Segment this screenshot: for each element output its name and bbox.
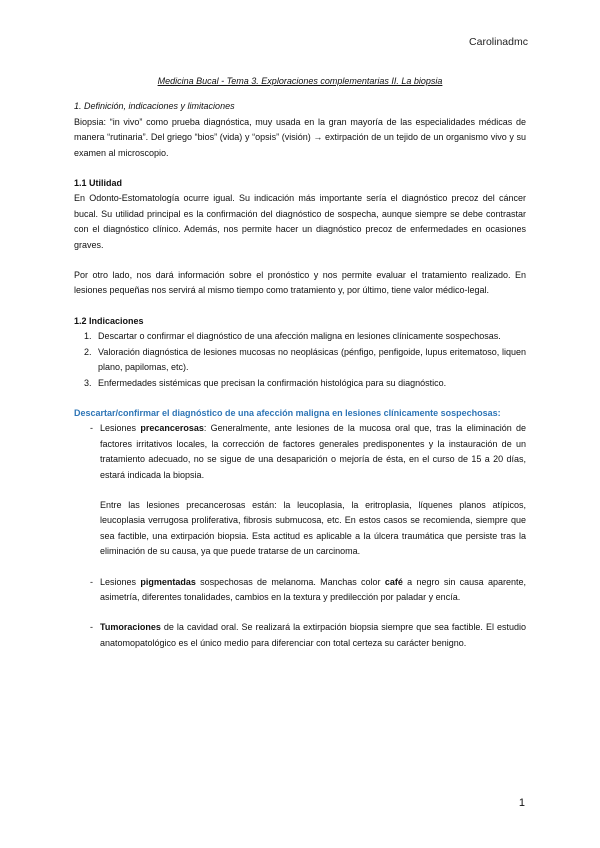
document-body <box>74 74 526 651</box>
term-tumoraciones: Tumoraciones <box>100 622 161 633</box>
paragraph-precancerosas-list: Entre las lesiones precancerosas están: la leucoplasia, la eritroplasia, líquenes planos atípicos, leucoplasia verrugosa proliferativa, fibrosis submucosa, etc. En estos casos se recomienda, siempre que sea factible, una extirpación biopsia. Esta actitud es aplicable a la úlcera traumática que persiste tras la eliminación de su causa, ya que puede tratarse de un carcinoma. <box>100 499 526 557</box>
term-pigmentadas: pigmentadas <box>140 576 196 587</box>
list-item-tumoraciones <box>74 620 526 651</box>
section-heading-utilidad: 1.1 Utilidad <box>74 178 123 189</box>
list-item-number: 2. <box>84 346 92 357</box>
author-name: Carolinadmc <box>469 36 528 48</box>
term-cafe: café <box>384 576 403 587</box>
descartar-list <box>74 421 526 651</box>
dash-bullet: - <box>90 576 93 587</box>
dash-bullet: - <box>90 423 93 434</box>
list-item-precancerosas <box>74 421 526 559</box>
list-item-text: Enfermedades sistémicas que precisan la confirmación histológica para su diagnóstico. <box>98 377 447 388</box>
term-precancerosas: precancerosas <box>140 423 204 434</box>
paragraph-utilidad-1: En Odonto-Estomatología ocurre igual. Su indicación más importante sería el diagnóstico precoz del cáncer bucal. Su utilidad principal es la confirmación del diagnóstico de sospecha, aunque siempre se debe contrastar con el diagnóstico clínico. Además, nos permite hacer un diagnóstico precoz de enfermedades en ocasiones graves. <box>74 193 526 250</box>
text-run: : Generalmente, ante lesiones de la mucosa oral que, tras la eliminación de factores irritativos locales, la corrección de factores generales predisponentes y la instauración de un tratamiento adecuado, no se sigue de una desaparición o mejoría de ésta, en el curso de 15 a 20 días, estará indicada la biopsia. <box>100 423 527 480</box>
document-title: Medicina Bucal - Tema 3. Exploraciones complementarias II. La biopsia <box>157 76 443 86</box>
list-item <box>74 329 526 344</box>
list-item <box>74 345 526 376</box>
text-run: Lesiones <box>100 423 141 434</box>
list-item-number: 3. <box>84 377 92 388</box>
dash-bullet: - <box>90 622 93 633</box>
text-run: de la cavidad oral. Se realizará la extirpación biopsia siempre que sea factible. El estudio anatomopatológico es el único medio para diferenciar con total certeza su carácter benigno. <box>100 622 526 648</box>
indicaciones-list <box>74 329 526 391</box>
paragraph-biopsia-definition: Biopsia: “in vivo” como prueba diagnóstica, muy usada en la gran mayoría de las especialidades médicas de manera “rutinaria”. Del griego “bios” (vida) y “opsis” (visión) → extirpación de un tejido de un organismo vivo y su examen al microscopio. <box>74 116 526 158</box>
section-heading-indicaciones: 1.2 Indicaciones <box>74 315 144 326</box>
list-item-text: Valoración diagnóstica de lesiones mucosas no neoplásicas (pénfigo, penfigoide, lupus eritematoso, liquen plano, papilomas, etc). <box>98 346 526 373</box>
text-run: Lesiones <box>100 576 141 587</box>
text-run: sospechosas de melanoma. Manchas color <box>195 576 385 587</box>
text-run: a negro sin causa aparente, asimetría, diferentes tonalidades, cambios en la textura y predilección por paladar y encía. <box>100 576 527 602</box>
section-heading-definicion: 1. Definición, indicaciones y limitaciones <box>74 101 235 112</box>
list-item-text: Descartar o confirmar el diagnóstico de una afección maligna en lesiones clínicamente sospechosas. <box>98 331 501 342</box>
paragraph-utilidad-2: Por otro lado, nos dará información sobre el pronóstico y nos permite evaluar el tratamiento realizado. En lesiones pequeñas nos servirá al mismo tiempo como tratamiento y, por último, tiene valor médico-legal. <box>74 270 526 296</box>
list-item-pigmentadas <box>74 575 526 606</box>
list-item-number: 1. <box>84 331 92 342</box>
list-item <box>74 376 526 391</box>
page-number: 1 <box>518 797 525 809</box>
section-heading-descartar: Descartar/confirmar el diagnóstico de una afección maligna en lesiones clínicamente sospechosas: <box>74 407 501 418</box>
